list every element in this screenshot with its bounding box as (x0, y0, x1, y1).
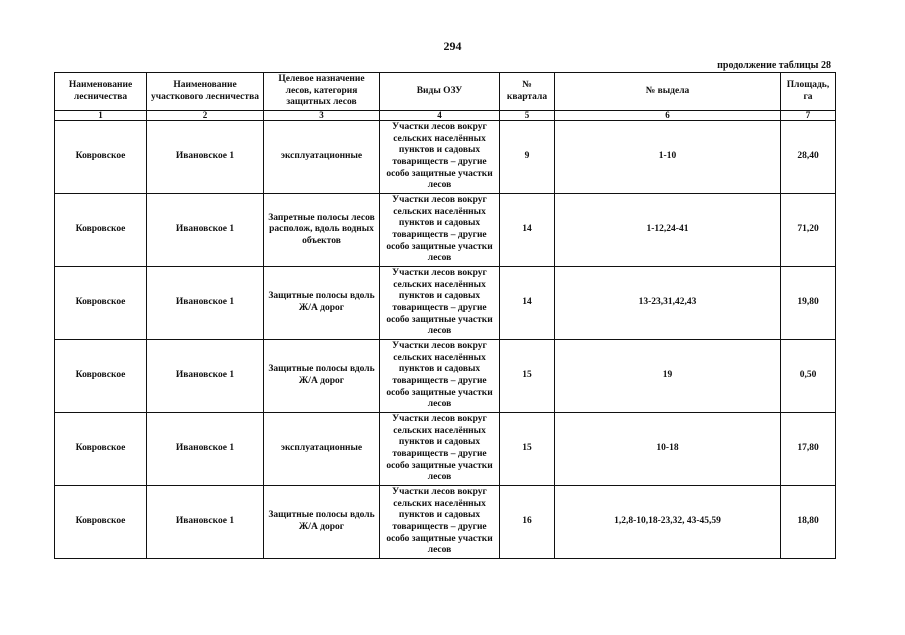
table-row (55, 121, 836, 194)
cell-forestry: Ковровское (55, 413, 147, 486)
cell-forestry: Ковровское (55, 486, 147, 559)
header-forestry: Наименование лесничества (55, 73, 147, 111)
cell-purpose: Запретные полосы лесов располож, вдоль водных объектов (264, 194, 380, 267)
cell-purpose: Защитные полосы вдоль Ж/А дорог (264, 267, 380, 340)
cell-plots: 1-10 (555, 121, 781, 194)
table-row (55, 194, 836, 267)
header-quarter: № квартала (500, 73, 555, 111)
table-row (55, 340, 836, 413)
cell-area: 71,20 (781, 194, 836, 267)
cell-area: 0,50 (781, 340, 836, 413)
column-number: 7 (781, 111, 836, 121)
header-area: Площадь, га (781, 73, 836, 111)
cell-ozu-type: Участки лесов вокруг сельских населённых пунктов и садовых товариществ – другие особо защитные участки лесов (380, 194, 500, 267)
cell-quarter: 15 (500, 413, 555, 486)
cell-ozu-type: Участки лесов вокруг сельских населённых пунктов и садовых товариществ – другие особо защитные участки лесов (380, 413, 500, 486)
cell-quarter: 16 (500, 486, 555, 559)
column-number: 1 (55, 111, 147, 121)
column-number: 3 (264, 111, 380, 121)
column-number: 6 (555, 111, 781, 121)
cell-quarter: 14 (500, 267, 555, 340)
cell-district: Ивановское 1 (147, 194, 264, 267)
cell-ozu-type: Участки лесов вокруг сельских населённых пунктов и садовых товариществ – другие особо защитные участки лесов (380, 267, 500, 340)
cell-purpose: Защитные полосы вдоль Ж/А дорог (264, 340, 380, 413)
header-purpose: Целевое назначение лесов, категория защитных лесов (264, 73, 380, 111)
cell-area: 28,40 (781, 121, 836, 194)
column-number: 2 (147, 111, 264, 121)
cell-district: Ивановское 1 (147, 413, 264, 486)
page-number: 294 (443, 39, 462, 53)
cell-purpose: эксплуатационные (264, 413, 380, 486)
cell-quarter: 15 (500, 340, 555, 413)
cell-purpose: Защитные полосы вдоль Ж/А дорог (264, 486, 380, 559)
cell-forestry: Ковровское (55, 340, 147, 413)
cell-plots: 19 (555, 340, 781, 413)
ozu-table (54, 72, 836, 559)
header-district: Наименование участкового лесничества (147, 73, 264, 111)
column-number: 5 (500, 111, 555, 121)
cell-district: Ивановское 1 (147, 267, 264, 340)
table-header-row (55, 73, 836, 111)
header-ozu-type: Виды ОЗУ (380, 73, 500, 111)
table-row (55, 413, 836, 486)
cell-district: Ивановское 1 (147, 340, 264, 413)
cell-ozu-type: Участки лесов вокруг сельских населённых пунктов и садовых товариществ – другие особо защитные участки лесов (380, 340, 500, 413)
table-row (55, 267, 836, 340)
cell-forestry: Ковровское (55, 121, 147, 194)
cell-plots: 10-18 (555, 413, 781, 486)
cell-area: 18,80 (781, 486, 836, 559)
cell-forestry: Ковровское (55, 267, 147, 340)
table-row (55, 486, 836, 559)
cell-quarter: 9 (500, 121, 555, 194)
cell-forestry: Ковровское (55, 194, 147, 267)
cell-district: Ивановское 1 (147, 121, 264, 194)
cell-area: 17,80 (781, 413, 836, 486)
table-continuation-label: продолжение таблицы 28 (717, 60, 831, 71)
column-number-row (55, 111, 836, 121)
cell-plots: 1,2,8-10,18-23,32, 43-45,59 (555, 486, 781, 559)
cell-ozu-type: Участки лесов вокруг сельских населённых пунктов и садовых товариществ – другие особо защитные участки лесов (380, 121, 500, 194)
cell-quarter: 14 (500, 194, 555, 267)
cell-ozu-type: Участки лесов вокруг сельских населённых пунктов и садовых товариществ – другие особо защитные участки лесов (380, 486, 500, 559)
header-plots: № выдела (555, 73, 781, 111)
column-number: 4 (380, 111, 500, 121)
cell-area: 19,80 (781, 267, 836, 340)
cell-plots: 13-23,31,42,43 (555, 267, 781, 340)
cell-purpose: эксплуатационные (264, 121, 380, 194)
cell-plots: 1-12,24-41 (555, 194, 781, 267)
cell-district: Ивановское 1 (147, 486, 264, 559)
